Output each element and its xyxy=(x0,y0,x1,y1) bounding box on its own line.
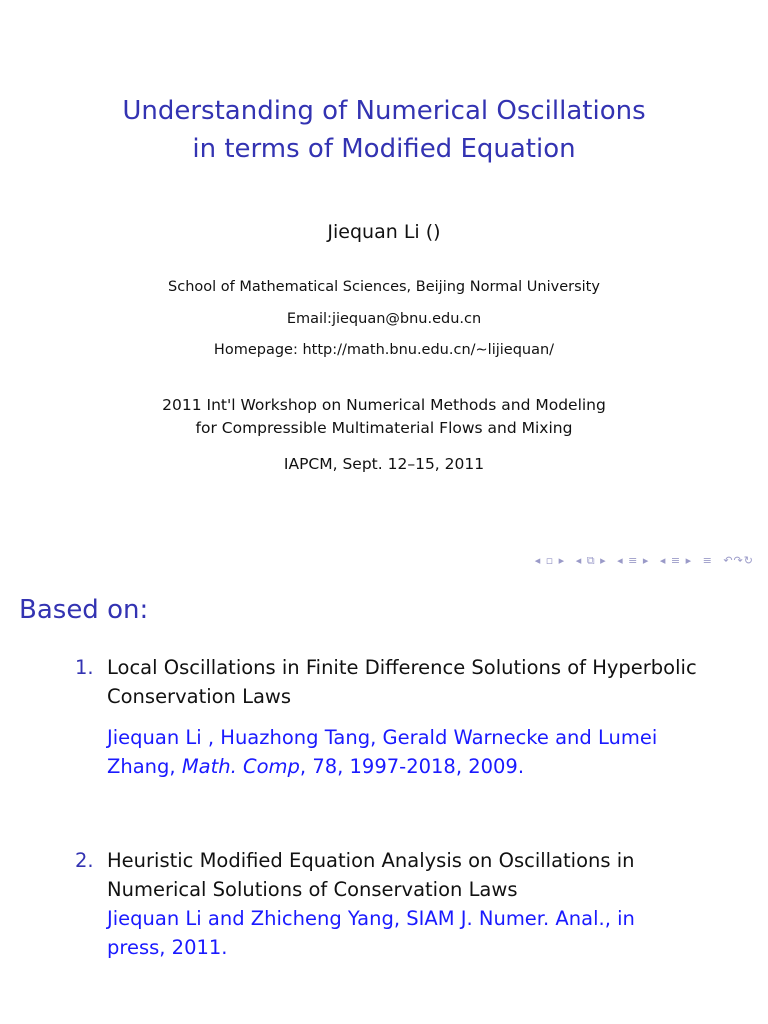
nav-document-icon[interactable]: ◂ ≡ ▸ xyxy=(659,554,693,567)
frame-title: Based on: xyxy=(19,595,149,625)
paper-title-line-1: Heuristic Modified Equation Analysis on Oscillations in xyxy=(107,849,635,872)
citation-line-2: press, 2011. xyxy=(107,936,228,959)
paper-title-line-2: Conservation Laws xyxy=(107,685,292,708)
citation-line-1: Jiequan Li , Huazhong Tang, Gerald Warnecke and Lumei xyxy=(107,726,658,749)
institution: School of Mathematical Sciences, Beijing Normal University xyxy=(168,279,600,295)
nav-section-icon[interactable]: ◂ ≡ ▸ xyxy=(617,554,650,567)
homepage: Homepage: http://math.bnu.edu.cn/∼lijiequan/ xyxy=(213,342,555,358)
paper-title-line-1: Local Oscillations in Finite Difference Solutions of Hyperbolic xyxy=(107,656,697,679)
citation-line-2 xyxy=(107,752,727,781)
journal-name: Math. Comp xyxy=(181,755,300,778)
author-name: Jiequan Li () xyxy=(327,221,441,243)
title-line-2: in terms of Modified Equation xyxy=(192,134,576,164)
title-line-1: Understanding of Numerical Oscillations xyxy=(122,96,646,126)
beamer-navigation xyxy=(529,554,754,568)
nav-appendix-icon[interactable]: ≡ xyxy=(702,554,713,567)
workshop-line-2: for Compressible Multimaterial Flows and Mixing xyxy=(195,419,573,437)
nav-subsection-icon[interactable]: ◂ ⧉ ▸ xyxy=(575,554,607,567)
item-number: 1. xyxy=(75,656,94,679)
email: Email:jiequan@bnu.edu.cn xyxy=(286,311,482,327)
item-number: 2. xyxy=(75,849,94,872)
nav-frame-icon[interactable]: ◂ ▫ ▸ xyxy=(534,554,566,567)
citation-authors-end: Zhang, xyxy=(107,755,182,778)
venue-date: IAPCM, Sept. 12–15, 2011 xyxy=(283,455,485,473)
citation-details: , 78, 1997-2018, 2009. xyxy=(299,755,525,778)
nav-search-icon[interactable]: ↶↷↻ xyxy=(723,554,754,567)
presentation-title xyxy=(0,92,768,168)
citation-line-1: Jiequan Li and Zhicheng Yang, SIAM J. Numer. Anal., in xyxy=(107,907,635,930)
paper-title-line-2: Numerical Solutions of Conservation Laws xyxy=(107,878,518,901)
based-on-slide xyxy=(0,583,768,1024)
workshop-line-1: 2011 Int'l Workshop on Numerical Methods and Modeling xyxy=(162,396,606,414)
